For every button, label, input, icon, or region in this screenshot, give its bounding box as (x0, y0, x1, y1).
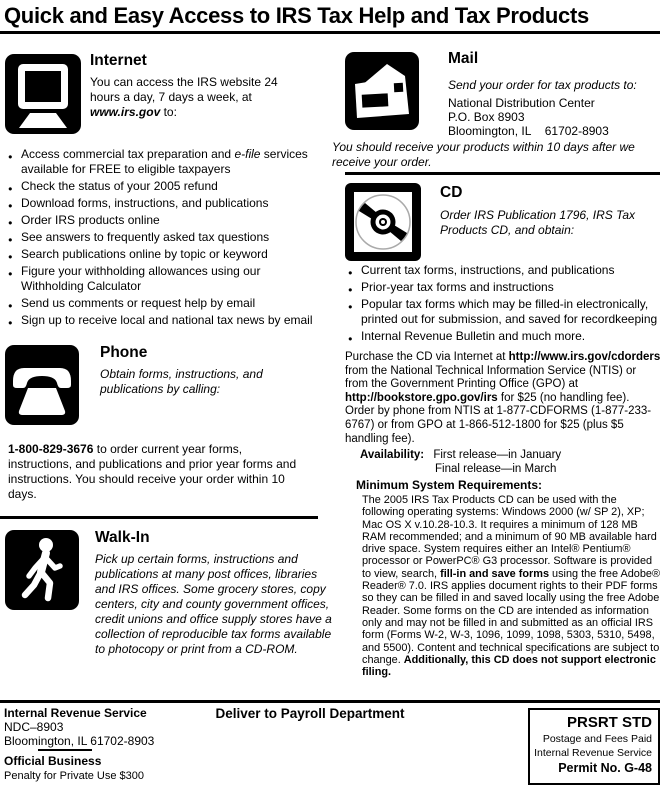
prsrt-std-label: PRSRT STD (566, 714, 652, 731)
mail-intro: Send your order for tax products to: (448, 78, 637, 92)
penalty-label: Penalty for Private Use $300 (4, 770, 145, 782)
walkin-paragraph: Pick up certain forms, instructions and publications at many post offices, libraries and IRS offices. Some grocery stores, copy centers, city and county government offices, credit unions and office supply stores have a collection of reproducible tax forms available to photocopy or print from a CD-ROM. (95, 552, 332, 656)
sender-city: Bloomington, IL 61702-8903 (4, 734, 155, 748)
sysreq-paragraph: The 2005 IRS Tax Products CD can be used with the following operating systems: Windows 2000 (w/ SP 2), XP; Mac OS X v.10.28-10.3. It requires a minimum of 128 MB RAM recommended; and a minimum of 90 MB available hard drive space. System requires either an Intel® Pentium® processor or PowerPC® G3 processor. Software is provided to view, search, fill-in and save forms using the free Adobe® Reader® 7.0. IRS applies document rights to their PDF forms so they can be filled in and saved locally using the free Adobe Reader. Some forms on the CD are intended as information only and may not be filled in and submitted as an official IRS form (Forms W-2, W-3, 1096, 1099, 1098, 5303, 5310, 5498, and 5500). Content and technical specifications are subject to change. Additionally, this CD does not support electronic filing. (362, 494, 660, 679)
cd-intro: Order IRS Publication 1796, IRS Tax Products CD, and obtain: (440, 208, 635, 237)
mail-heading: Mail (448, 50, 479, 67)
internet-bullet-list (8, 147, 324, 330)
list-item: ● Sign up to receive local and national tax news by email (8, 313, 324, 328)
list-item: ● Order IRS products online (8, 213, 324, 228)
phone-number: 1-800-829-3676 (8, 442, 94, 456)
phone-paragraph: 1-800-829-3676 to order current year forms, instructions, and publications and prior year forms and instructions. You should receive your order within 10 days. (8, 442, 297, 501)
permit-number-label: Permit No. G-48 (558, 761, 652, 775)
list-item: ● Prior-year tax forms and instructions (348, 280, 660, 295)
list-item: ● Popular tax forms which may be filled-in electronically, printed out for submission, and saved for recordkeeping (348, 297, 660, 327)
postage-paid-label: Postage and Fees Paid (542, 733, 652, 745)
cd-purchase-paragraph: Purchase the CD via Internet at http://www.irs.gov/cdorders from the National Technical Information Service (NTIS) or from the Government Printing Office (GPO) at http://bookstore.gpo.gov/irs for $25 (no handling fee). Order by phone from NTIS at 1-877-CDFORMS (1-877-233-6767) or from GPO at 1-866-512-1800 for $25 (plus $5 handling fee). (345, 351, 660, 445)
list-item: ● Check the status of your 2005 refund (8, 179, 324, 194)
availability-label: Availability: (360, 449, 425, 461)
availability-final-release: Final release—in March (435, 463, 557, 475)
walkin-heading: Walk-In (95, 529, 150, 546)
availability-first-release: First release—in January (433, 449, 562, 461)
page-title: Quick and Easy Access to IRS Tax Help and Tax Products (4, 3, 589, 28)
list-item: ● Current tax forms, instructions, and publications (348, 263, 660, 278)
sender-name: Internal Revenue Service (4, 706, 147, 720)
list-item: ● See answers to frequently asked tax questions (8, 230, 324, 245)
phone-heading: Phone (100, 344, 148, 361)
gpo-url-text: http://bookstore.gpo.gov/irs (345, 391, 498, 404)
mail-icon (345, 52, 419, 130)
list-item: ● Internal Revenue Bulletin and much more. (348, 329, 660, 344)
sender-block-divider (38, 749, 92, 751)
footer-divider (0, 700, 660, 703)
availability-row (360, 448, 561, 462)
mail-address (448, 96, 660, 138)
cd-bullet-list (348, 263, 660, 346)
list-item: ● Access commercial tax preparation and e-file services available for FREE to eligible taxpayers (8, 147, 324, 177)
phone-icon (5, 345, 79, 425)
cd-heading: CD (440, 184, 463, 201)
sender-ndc: NDC–8903 (4, 720, 64, 734)
cdorders-url-text: http://www.irs.gov/cdorders (508, 351, 660, 363)
postage-permit-box (528, 708, 660, 785)
irs-url-text: www.irs.gov (90, 105, 161, 119)
deliver-to-label: Deliver to Payroll Department (215, 706, 405, 721)
address-line: P.O. Box 8903 (448, 110, 525, 124)
address-line: National Distribution Center (448, 96, 595, 110)
list-item: ● Download forms, instructions, and publications (8, 196, 324, 211)
address-line: Bloomington, IL 61702-8903 (448, 124, 609, 138)
list-item: ● Send us comments or request help by email (8, 296, 324, 311)
irs-label: Internal Revenue Service (534, 747, 652, 759)
title-divider (0, 31, 660, 34)
left-column-divider (0, 516, 318, 519)
sysreq-heading: Minimum System Requirements: (356, 478, 543, 492)
phone-intro: Obtain forms, instructions, and publications by calling: (100, 367, 263, 396)
mail-note: You should receive your products within 10 days after we receive your order. (332, 140, 635, 169)
walking-person-icon (5, 530, 79, 610)
computer-icon (5, 54, 81, 134)
internet-intro: You can access the IRS website 24 hours a day, 7 days a week, at www.irs.gov to: (90, 75, 278, 119)
cd-icon (345, 183, 421, 261)
official-business-label: Official Business (4, 754, 102, 768)
right-column-divider (345, 172, 660, 175)
list-item: ● Search publications online by topic or keyword (8, 247, 324, 262)
list-item: ● Figure your withholding allowances using our Withholding Calculator (8, 264, 324, 294)
internet-heading: Internet (90, 52, 147, 69)
